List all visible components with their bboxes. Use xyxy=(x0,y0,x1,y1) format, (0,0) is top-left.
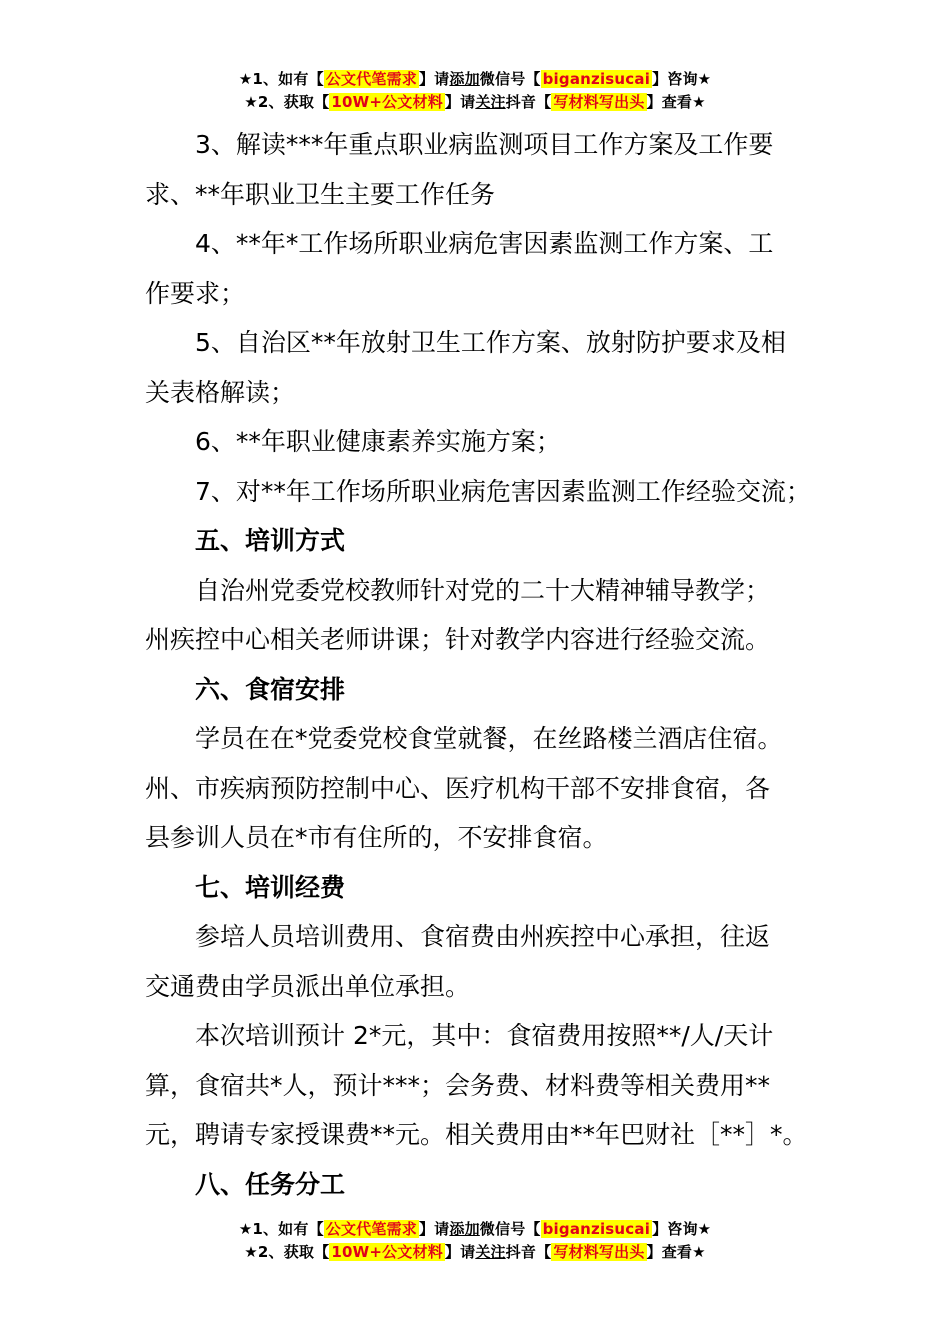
paragraph: 参培人员培训费用、食宿费由州疾控中心承担，往返 xyxy=(195,922,771,951)
section-heading-training-method: 五、培训方式 xyxy=(195,526,346,555)
header-banner xyxy=(0,68,950,114)
banner-highlight: 公文代笔需求 xyxy=(325,70,417,88)
paragraph-cont: 县参训人员在*市有住所的，不安排食宿。 xyxy=(145,823,608,852)
banner-line-1: ★1、如有【 公文代笔需求 】请添加微信号【 biganzisucai 】咨询★ xyxy=(238,70,712,88)
section-heading-accommodation: 六、食宿安排 xyxy=(195,674,346,704)
list-item-6: 6、**年职业健康素养实施方案； xyxy=(195,427,561,456)
banner-highlight: 10W+公文材料 xyxy=(331,1243,443,1261)
paragraph: 本次培训预计 2*元，其中：食宿费用按照**/人/天计 xyxy=(195,1021,774,1050)
section-heading-funding: 七、培训经费 xyxy=(195,872,346,902)
paragraph-cont: 州、市疾病预防控制中心、医疗机构干部不安排食宿，各 xyxy=(145,773,771,803)
banner-douyin-account: 写材料写出头 xyxy=(553,93,645,111)
list-item-3-cont: 求、**年职业卫生主要工作任务 xyxy=(145,179,496,209)
banner-wechat-id: biganzisucai xyxy=(542,1220,651,1238)
banner-line-2: ★2、获取【 10W+公文材料 】请关注抖音【 写材料写出头 】查看★ xyxy=(244,93,706,111)
banner-line-1: ★1、如有【 公文代笔需求 】请添加微信号【 biganzisucai 】咨询★ xyxy=(238,1220,712,1238)
list-item-5: 5、自治区**年放射卫生工作方案、放射防护要求及相 xyxy=(195,328,786,357)
list-item-7: 7、对**年工作场所职业病危害因素监测工作经验交流； xyxy=(195,476,811,506)
paragraph-cont: 州疾控中心相关老师讲课；针对教学内容进行经验交流。 xyxy=(145,625,771,654)
paragraph: 学员在在*党委党校食堂就餐，在丝路楼兰酒店住宿。 xyxy=(195,724,783,753)
section-heading-task-division: 八、任务分工 xyxy=(195,1169,346,1199)
banner-wechat-id: biganzisucai xyxy=(542,70,651,88)
list-item-4-cont: 作要求； xyxy=(145,278,246,308)
paragraph: 自治州党委党校教师针对党的二十大精神辅导教学； xyxy=(195,575,771,605)
banner-douyin-account: 写材料写出头 xyxy=(553,1243,645,1261)
paragraph-cont: 元，聘请专家授课费**元。相关费用由**年巴财社［**］*。 xyxy=(145,1120,808,1149)
list-item-5-cont: 关表格解读； xyxy=(145,377,296,407)
footer-banner xyxy=(0,1218,950,1264)
banner-line-2: ★2、获取【 10W+公文材料 】请关注抖音【 写材料写出头 】查看★ xyxy=(244,1243,706,1261)
list-item-3: 3、解读***年重点职业病监测项目工作方案及工作要 xyxy=(195,130,774,159)
banner-highlight: 公文代笔需求 xyxy=(325,1220,417,1238)
paragraph-cont: 交通费由学员派出单位承担。 xyxy=(145,971,471,1001)
banner-highlight: 10W+公文材料 xyxy=(331,93,443,111)
list-item-4: 4、**年*工作场所职业病危害因素监测工作方案、工 xyxy=(195,229,774,258)
document-body xyxy=(145,120,825,1209)
paragraph-cont: 算，食宿共*人，预计***；会务费、材料费等相关费用** xyxy=(145,1070,771,1100)
